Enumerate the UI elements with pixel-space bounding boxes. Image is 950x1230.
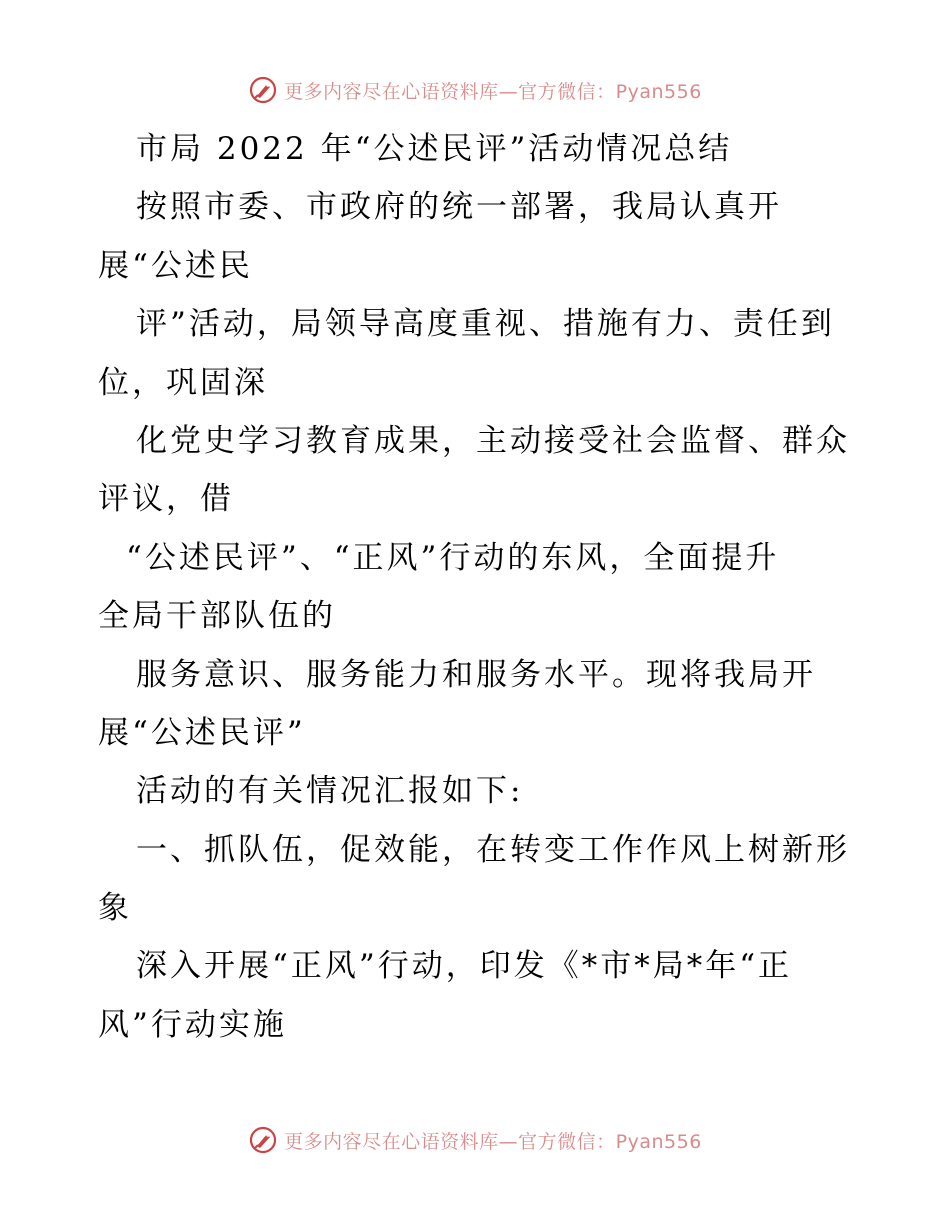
section-heading-continued: 象 [98,890,132,927]
paragraph-line: 服务意识、服务能力和服务水平。现将我局开 [136,656,816,693]
pen-nib-logo-icon [248,75,278,105]
header-watermark-banner [0,70,950,110]
paragraph-line: 活动的有关情况汇报如下: [136,773,524,810]
section-heading: 一、抓队伍，促效能，在转变工作作风上树新形 [136,831,850,868]
paragraph-line: 评议，借 [98,481,234,518]
document-title: 市局 2022 年“公述民评”活动情况总结 [136,131,733,167]
paragraph-line: “公述民评”、“正风”行动的东风，全面提升 [126,539,780,576]
paragraph-line: 评”活动，局领导高度重视、措施有力、责任到 [136,306,835,343]
document-body [98,120,858,1054]
paragraph-line: 风”行动实施 [98,1006,287,1043]
pen-nib-logo-icon [248,1125,278,1155]
watermark-text: 更多内容尽在心语资料库—官方微信：Pyan556 [284,1130,702,1153]
footer-watermark-banner [0,1120,950,1160]
paragraph-line: 展“公述民 [98,247,253,284]
paragraph-line: 展“公述民评” [98,714,306,751]
paragraph-line: 深入开展“正风”行动，印发《*市*局*年“正 [136,948,793,985]
paragraph-line: 全局干部队伍的 [98,598,336,635]
paragraph-line: 位，巩固深 [98,364,268,401]
paragraph-line: 化党史学习教育成果，主动接受社会监督、群众 [136,422,850,459]
watermark-text: 更多内容尽在心语资料库—官方微信：Pyan556 [284,80,702,103]
paragraph-line: 按照市委、市政府的统一部署，我局认真开 [136,189,782,226]
